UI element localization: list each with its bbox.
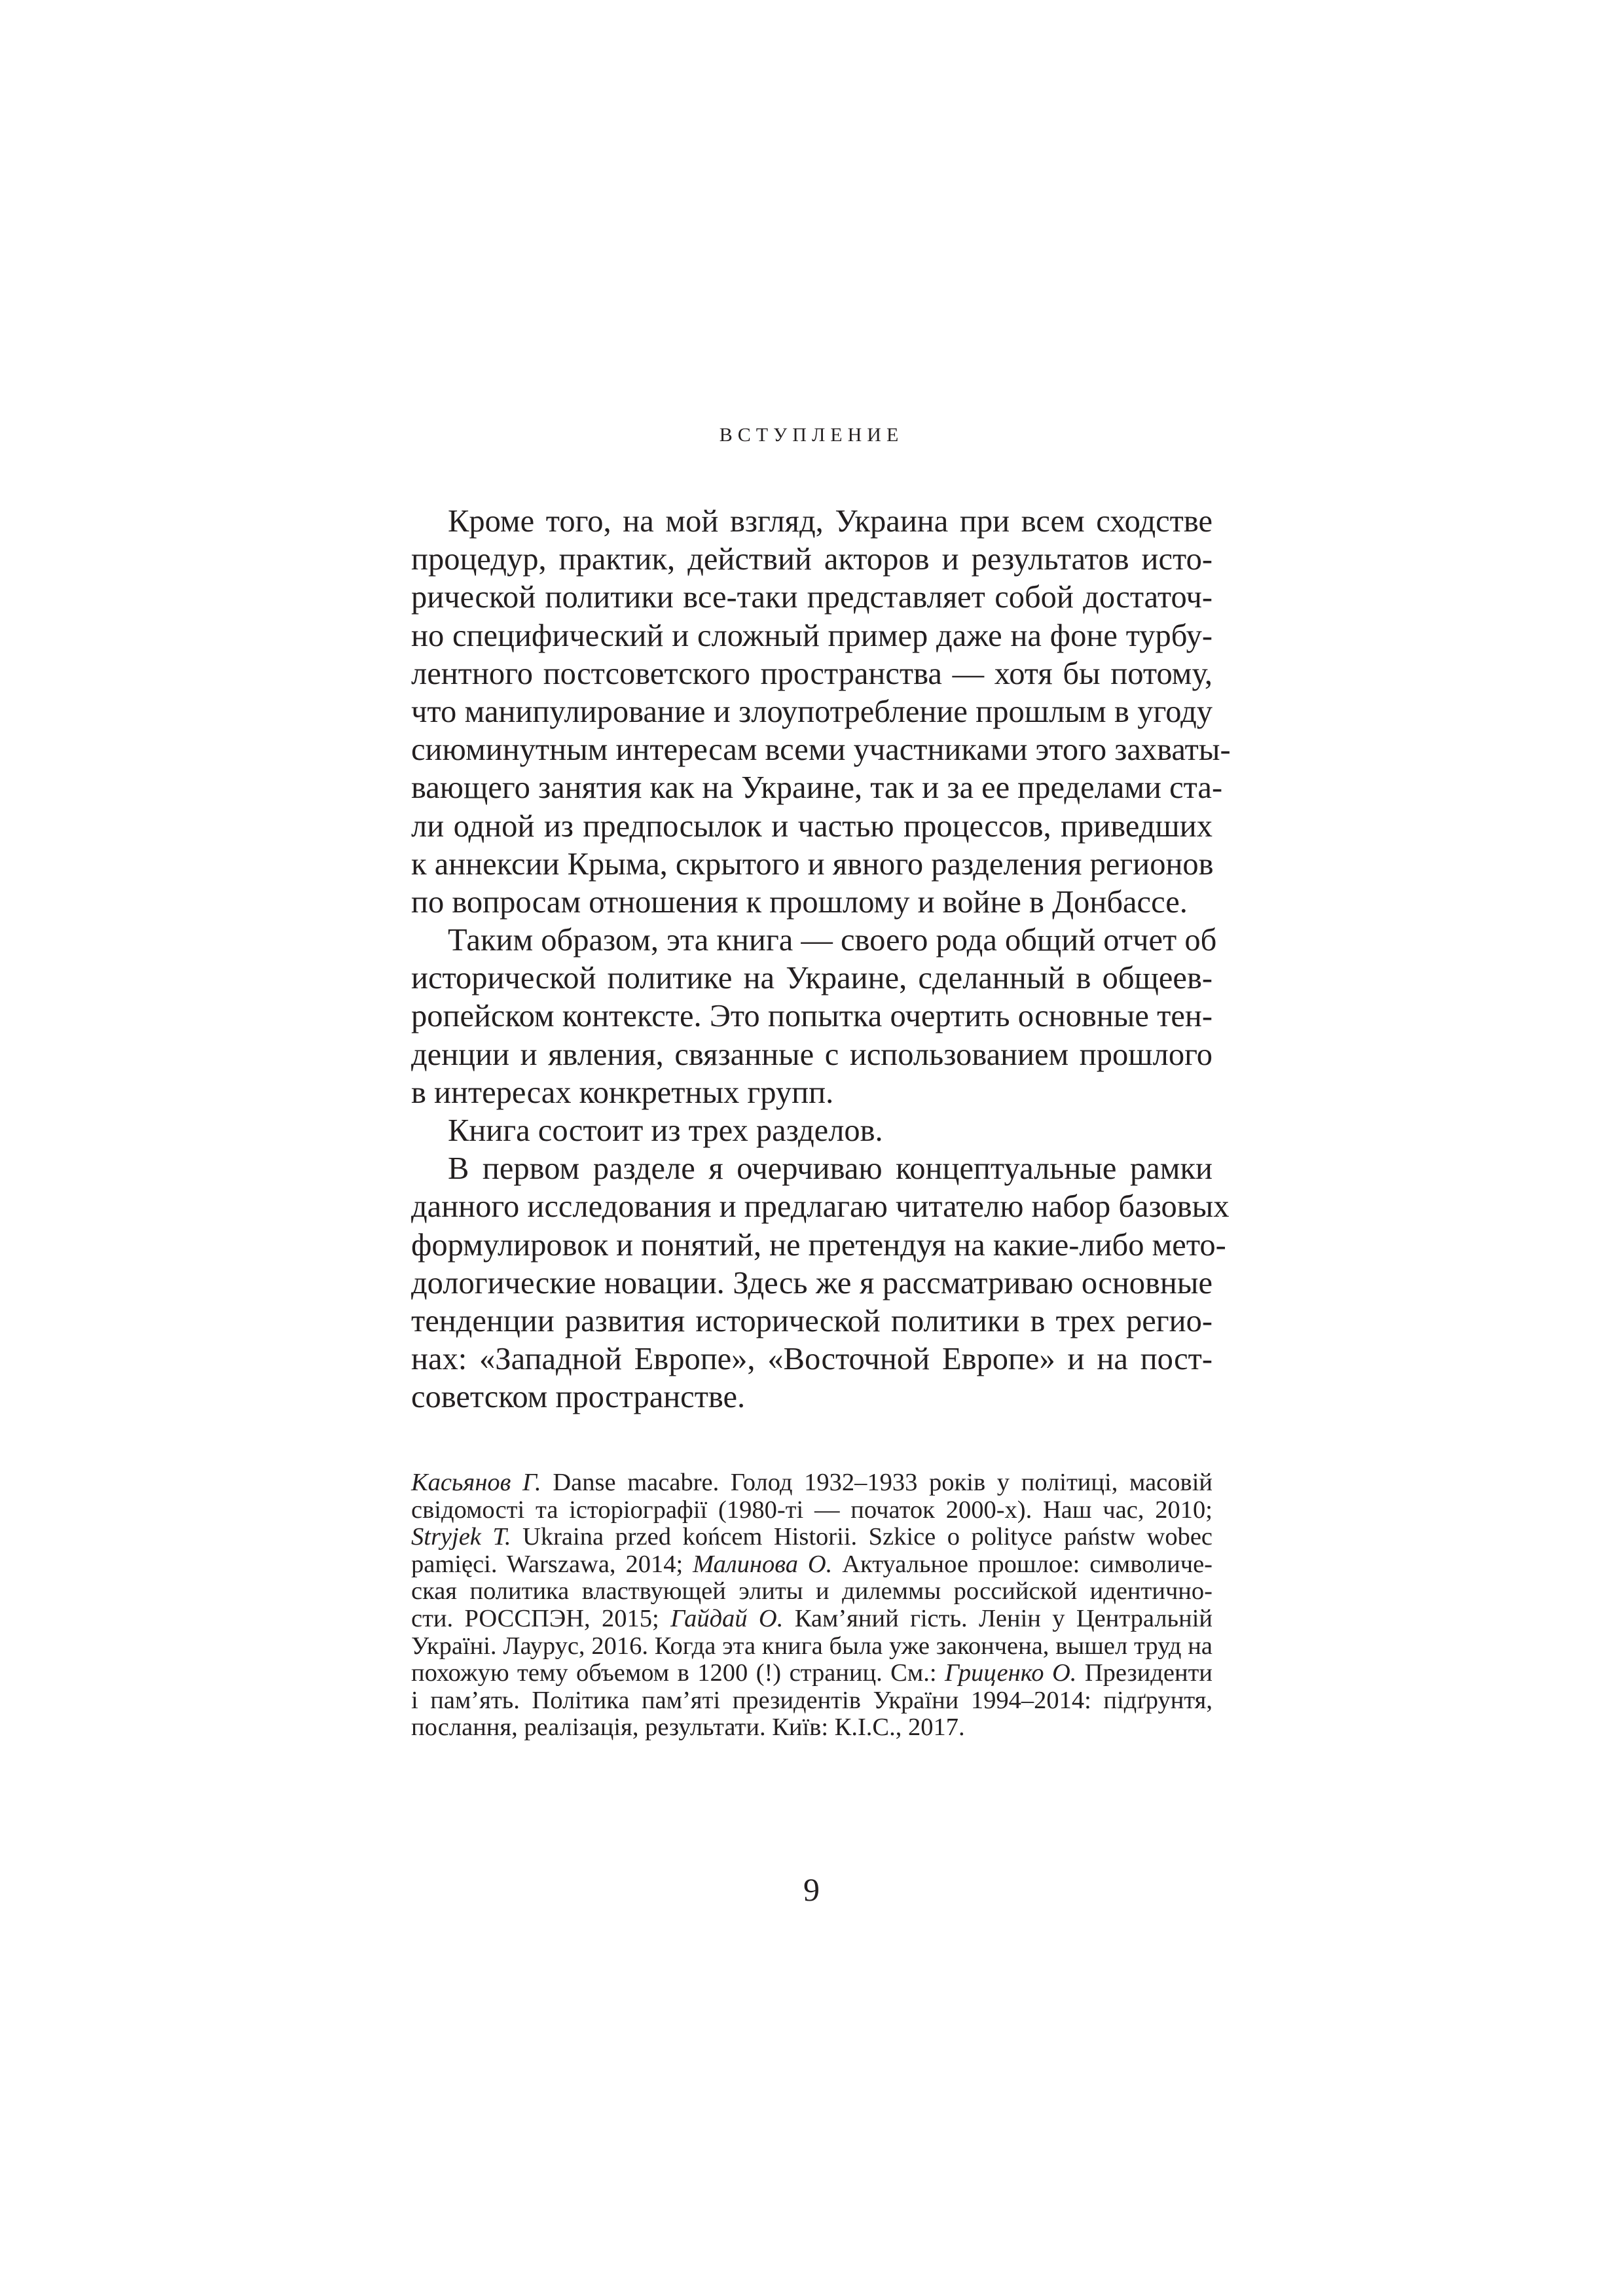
footnote-line: Stryjek T. Ukraina przed końcem Historii. Szkice o polityce państw wobec (411, 1523, 1213, 1551)
text-line: сиюминутным интересам всеми участниками этого захваты- (411, 732, 1231, 768)
text-line: Таким образом, эта книга — своего рода общий отчет об (448, 923, 1217, 958)
footnote-line: pamięci. Warszawa, 2014; Малинова О. Актуальное прошлое: символиче- (411, 1550, 1213, 1578)
text-line: дологические новации. Здесь же я рассматриваю основные (411, 1265, 1213, 1300)
text-line: процедур, практик, действий акторов и результатов исто- (411, 542, 1213, 577)
text-line: Кроме того, на мой взгляд, Украина при всем сходстве (448, 504, 1213, 539)
footnote-line: Україні. Лаурус, 2016. Когда эта книга была уже закончена, вышел труд на (411, 1632, 1213, 1660)
text-line: нах: «Западной Европе», «Восточной Европе» и на пост- (411, 1342, 1213, 1377)
text-line: тенденции развития исторической политики в трех регио- (411, 1303, 1213, 1338)
text-line: рической политики все-таки представляет собой достаточ- (411, 580, 1213, 615)
text-line: лентного постсоветского пространства — хотя бы потому, (411, 656, 1213, 691)
text-line: формулировок и понятий, не претендуя на какие-либо мето- (411, 1227, 1226, 1263)
footnote-author: Касьянов Г. (411, 1469, 541, 1496)
text-line: вающего занятия как на Украине, так и за ее пределами ста- (411, 770, 1223, 806)
footnote-line: Касьянов Г. Danse macabre. Голод 1932–1933 років у політиці, масовій (411, 1469, 1213, 1496)
text-line: но специфический и сложный пример даже на фоне турбу- (411, 618, 1213, 653)
text-line: советском пространстве. (411, 1380, 746, 1415)
footnote-author: Stryjek T. (411, 1523, 511, 1551)
text-line: Книга состоит из трех разделов. (448, 1113, 883, 1148)
page-number: 9 (803, 1871, 820, 1908)
footnote (411, 1469, 1213, 1742)
text-line: по вопросам отношения к прошлому и войне в Донбассе. (411, 884, 1188, 920)
text-line: В первом разделе я очерчиваю концептуальные рамки (448, 1151, 1213, 1187)
text-line: исторической политике на Украине, сделанный в общеев- (411, 961, 1213, 996)
footnote-line: похожую тему объемом в 1200 (!) страниц. См.: Гриценко О. Президенти (411, 1659, 1213, 1687)
text-line: что манипулирование и злоупотребление прошлым в угоду (411, 694, 1213, 729)
footnote-line: свідомості та історіографії (1980-ті — початок 2000-х). Наш час, 2010; (411, 1496, 1213, 1524)
text-line: денции и явления, связанные с использованием прошлого (411, 1037, 1213, 1072)
text-line: ли одной из предпосылок и частью процессов, приведших (411, 808, 1213, 844)
text-line: данного исследования и предлагаю читателю набор базовых (411, 1189, 1230, 1225)
footnote-line: і пам’ять. Політика пам’яті президентів України 1994–2014: підґрунтя, (411, 1686, 1213, 1714)
text-line: ропейском контексте. Это попытка очертить основные тен- (411, 999, 1213, 1034)
footnote-author: Малинова О. (693, 1550, 833, 1578)
footnote-author: Гриценко О. (945, 1659, 1077, 1687)
footnote-line: сти. РОССПЭН, 2015; Гайдай О. Кам’яний гість. Ленін у Центральній (411, 1604, 1213, 1632)
footnote-line: ская политика властвующей элиты и дилеммы российской идентично- (411, 1577, 1213, 1605)
running-head: ВСТУПЛЕНИЕ (719, 424, 904, 446)
main-text (411, 503, 1231, 1417)
footnote-line: послання, реалізація, результати. Київ: К.І.С., 2017. (411, 1713, 965, 1742)
text-line: к аннексии Крыма, скрытого и явного разделения регионов (411, 846, 1214, 882)
footnote-author: Гайдай О. (670, 1604, 784, 1632)
text-line: в интересах конкретных групп. (411, 1075, 834, 1110)
